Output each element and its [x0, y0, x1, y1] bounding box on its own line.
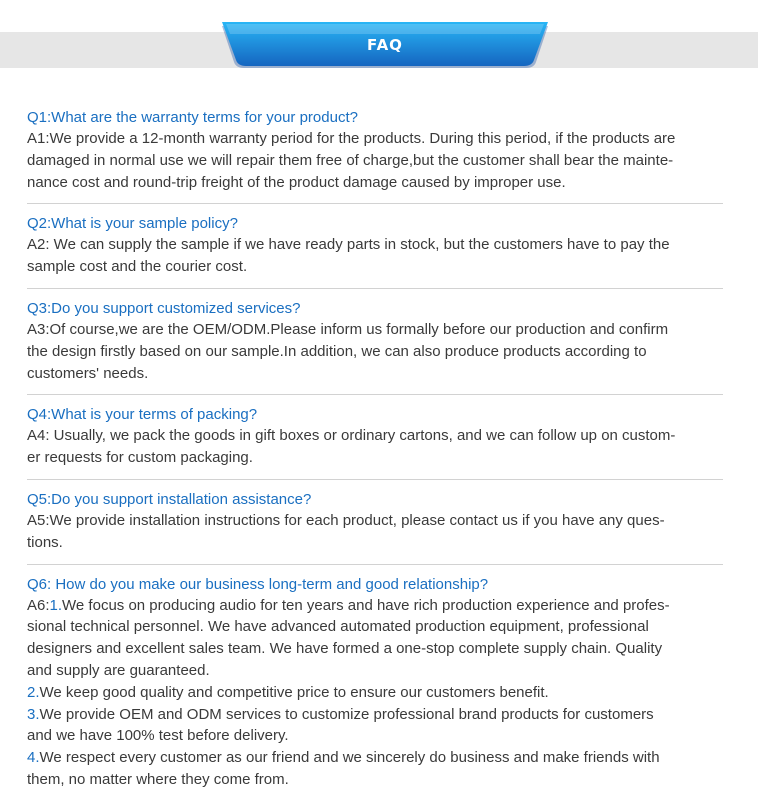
point-number: 3.: [27, 705, 40, 723]
answer-line: and we have 100% test before delivery.: [27, 727, 289, 745]
faq-item-2: [27, 213, 723, 289]
point-number: 2.: [27, 683, 40, 701]
answer-line: them, no matter where they come from.: [27, 770, 289, 788]
faq-question: Q4:What is your terms of packing?: [27, 406, 258, 424]
faq-answer: [27, 128, 723, 193]
answer-line: damaged in normal use we will repair them free of charge,but the customer shall bear the mainte-: [27, 151, 674, 169]
point-text: We provide OEM and ODM services to customize professional brand products for customers: [39, 705, 654, 723]
answer-line: A4: Usually, we pack the goods in gift boxes or ordinary cartons, and we can follow up on custom-: [27, 427, 676, 445]
answer-prefix: A6:: [27, 596, 50, 614]
answer-line: tions.: [27, 533, 63, 551]
answer-line: [27, 595, 723, 617]
answer-line: sional technical personnel. We have advanced automated production equipment, professional: [27, 618, 649, 636]
faq-item-5: [27, 489, 723, 565]
point-text: We respect every customer as our friend and we sincerely do business and make friends with: [39, 749, 660, 767]
answer-line: A5:We provide installation instructions for each product, please contact us if you have any ques-: [27, 511, 665, 529]
answer-line: [27, 682, 723, 704]
faq-question: Q6: How do you make our business long-term and good relationship?: [27, 575, 489, 593]
faq-answer: [27, 595, 723, 791]
faq-answer: [27, 510, 723, 554]
faq-title: FAQ: [367, 36, 403, 54]
faq-list: [27, 107, 723, 810]
answer-line: and supply are guaranteed.: [27, 661, 210, 679]
faq-answer: [27, 425, 723, 469]
answer-line: nance cost and round-trip freight of the product damage caused by improper use.: [27, 173, 566, 191]
answer-line: [27, 747, 723, 769]
faq-item-3: [27, 298, 723, 395]
point-text: We focus on producing audio for ten years and have rich production experience and profes-: [62, 596, 670, 614]
faq-question: Q5:Do you support installation assistance?: [27, 490, 312, 508]
faq-header-tab: [222, 22, 548, 70]
faq-item-1: [27, 107, 723, 204]
faq-answer: [27, 319, 723, 384]
answer-line: A3:Of course,we are the OEM/ODM.Please inform us formally before our production and confirm: [27, 320, 669, 338]
faq-item-6: [27, 574, 723, 801]
point-number: 4.: [27, 749, 40, 767]
faq-question: Q3:Do you support customized services?: [27, 299, 301, 317]
faq-question: Q2:What is your sample policy?: [27, 215, 238, 233]
answer-line: [27, 704, 723, 726]
faq-item-4: [27, 404, 723, 480]
answer-line: designers and excellent sales team. We have formed a one-stop complete supply chain. Quality: [27, 640, 663, 658]
answer-line: sample cost and the courier cost.: [27, 258, 248, 276]
answer-line: A2: We can supply the sample if we have ready parts in stock, but the customers have to pay the: [27, 236, 670, 254]
faq-question: Q1:What are the warranty terms for your product?: [27, 109, 358, 126]
answer-line: er requests for custom packaging.: [27, 449, 253, 467]
answer-line: the design firstly based on our sample.In addition, we can also produce products according to: [27, 342, 647, 360]
faq-answer: [27, 234, 723, 278]
answer-line: A1:We provide a 12-month warranty period for the products. During this period, if the products are: [27, 130, 676, 147]
point-number: 1.: [49, 596, 63, 614]
point-text: We keep good quality and competitive price to ensure our customers benefit.: [39, 683, 549, 701]
answer-line: customers' needs.: [27, 364, 149, 382]
